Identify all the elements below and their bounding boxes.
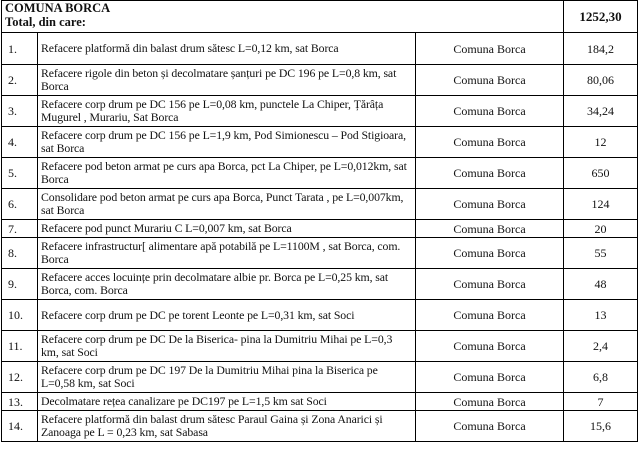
row-number: 5. [2,158,38,189]
row-value: 15,6 [564,411,638,442]
row-value: 13 [564,300,638,331]
row-value: 2,4 [564,331,638,362]
row-value: 12 [564,127,638,158]
row-description: Refacere corp drum pe DC pe torent Leonte pe L=0,31 km, sat Soci [38,300,416,331]
table-row [2,65,638,96]
row-number: 3. [2,96,38,127]
row-beneficiary: Comuna Borca [416,411,564,442]
table-row [2,300,638,331]
investments-table [1,0,638,442]
row-number: 4. [2,127,38,158]
commune-title: COMUNA BORCA [5,1,111,15]
row-number: 6. [2,189,38,220]
row-value: 34,24 [564,96,638,127]
row-number: 14. [2,411,38,442]
row-value: 7 [564,393,638,411]
table-row [2,269,638,300]
table-row [2,96,638,127]
row-value: 48 [564,269,638,300]
row-description: Refacere platformă din balast drum sătesc Paraul Gaina și Zona Anarici și Zanoaga pe L = 0,23 km, sat Sabasa [38,411,416,442]
row-beneficiary: Comuna Borca [416,65,564,96]
row-number: 13. [2,393,38,411]
table-row [2,189,638,220]
row-description: Decolmatare rețea canalizare pe DC197 pe L=1,5 km sat Soci [38,393,416,411]
row-value: 20 [564,220,638,238]
row-beneficiary: Comuna Borca [416,220,564,238]
row-beneficiary: Comuna Borca [416,269,564,300]
row-beneficiary: Comuna Borca [416,33,564,65]
row-beneficiary: Comuna Borca [416,238,564,269]
row-value: 124 [564,189,638,220]
row-description: Refacere infrastructur[ alimentare apă potabilă pe L=1100M , sat Borca, com. Borca [38,238,416,269]
row-description: Refacere corp drum pe DC De la Biserica- pina la Dumitriu Mihai pe L=0,3 km, sat Soci [38,331,416,362]
table-row [2,331,638,362]
total-value: 1252,30 [564,1,638,33]
row-description: Refacere corp drum pe DC 156 pe L=1,9 km, Pod Simionescu – Pod Stigioara, sat Borca [38,127,416,158]
table-row [2,411,638,442]
row-beneficiary: Comuna Borca [416,331,564,362]
row-beneficiary: Comuna Borca [416,300,564,331]
row-number: 12. [2,362,38,393]
table-row [2,158,638,189]
total-label: Total, din care: [5,15,86,29]
row-value: 650 [564,158,638,189]
row-description: Refacere acces locuințe prin decolmatare albie pr. Borca pe L=0,25 km, sat Borca, com. Borca [38,269,416,300]
row-beneficiary: Comuna Borca [416,189,564,220]
row-description: Refacere pod beton armat pe curs apa Borca, pct La Chiper, pe L=0,012km, sat Borca [38,158,416,189]
table-row [2,220,638,238]
row-description: Refacere pod punct Murariu C L=0,007 km, sat Borca [38,220,416,238]
row-description: Refacere corp drum pe DC 197 De la Dumitriu Mihai pina la Biserica pe L=0,58 km, sat Soci [38,362,416,393]
row-description: Refacere rigole din beton și decolmatare șanțuri pe DC 196 pe L=0,8 km, sat Borca [38,65,416,96]
row-beneficiary: Comuna Borca [416,158,564,189]
row-value: 184,2 [564,33,638,65]
row-beneficiary: Comuna Borca [416,362,564,393]
row-number: 1. [2,33,38,65]
header-title-cell [2,1,564,33]
row-number: 9. [2,269,38,300]
row-beneficiary: Comuna Borca [416,127,564,158]
row-beneficiary: Comuna Borca [416,393,564,411]
row-number: 2. [2,65,38,96]
row-number: 11. [2,331,38,362]
row-description: Consolidare pod beton armat pe curs apa Borca, Punct Tarata , pe L=0,007km, sat Borca [38,189,416,220]
table-row [2,238,638,269]
row-beneficiary: Comuna Borca [416,96,564,127]
table-row [2,393,638,411]
document-table-container [1,0,637,442]
row-number: 10. [2,300,38,331]
table-row [2,362,638,393]
header-row [2,1,638,33]
row-description: Refacere corp drum pe DC 156 pe L=0,08 km, punctele La Chiper, Țărâța Mugurel , Murariu, Sat Borca [38,96,416,127]
table-row [2,127,638,158]
row-value: 55 [564,238,638,269]
row-number: 7. [2,220,38,238]
row-description: Refacere platformă din balast drum sătesc L=0,12 km, sat Borca [38,33,416,65]
row-value: 80,06 [564,65,638,96]
row-value: 6,8 [564,362,638,393]
row-number: 8. [2,238,38,269]
table-row [2,33,638,65]
